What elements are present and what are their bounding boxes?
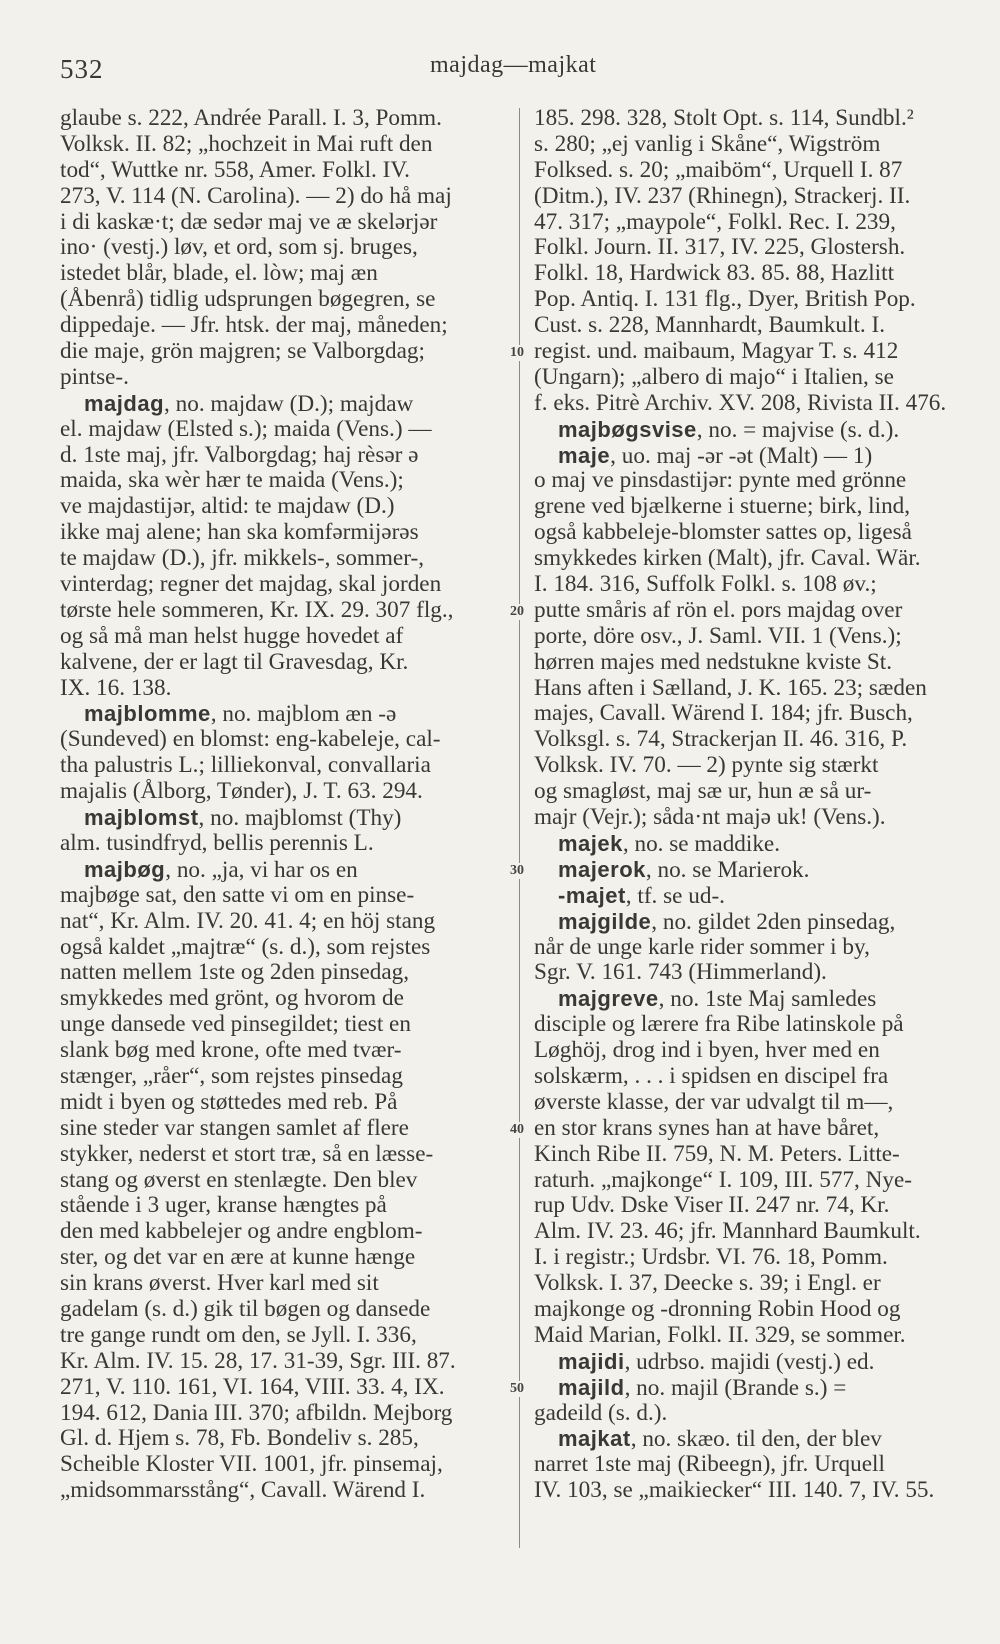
text-line: når de unge karle rider sommer i by, (534, 933, 870, 960)
headword: majek (558, 830, 623, 856)
text-line: s. 280; „ej vanlig i Skåne“, Wigström (534, 130, 881, 157)
right-column (534, 106, 974, 1504)
text-line: el. majdaw (Elsted s.); maida (Vens.) — (60, 415, 432, 442)
text-line: regist. und. maibaum, Magyar T. s. 412 (534, 338, 899, 365)
text-line: hørren majes med nedstukne kviste St. (534, 648, 893, 675)
text-line: pintse-. (60, 363, 129, 390)
text-line: majr (Vejr.); såda·nt majə uk! (Vens.). (534, 804, 886, 831)
text-line: 185. 298. 328, Stolt Opt. s. 114, Sundbl.² (534, 105, 914, 131)
text-line: natten mellem 1ste og 2den pinsedag, (60, 959, 410, 986)
text-line: ve majdastijər, altid: te majdaw (D.) (60, 493, 395, 520)
text-line: Volksk. II. 82; „hochzeit in Mai ruft den (60, 130, 433, 157)
text-line: dippedaje. — Jfr. htsk. der maj, måneden; (60, 312, 448, 339)
text-line: majalis (Ålborg, Tønder), J. T. 63. 294. (60, 778, 423, 805)
headword: maje (558, 442, 611, 468)
text-line: ino· (vestj.) løv, et ord, som sj. bruges, (60, 234, 418, 261)
headword: majkat (558, 1426, 631, 1452)
text-line: Maid Marian, Folkl. II. 329, se sommer. (534, 1321, 906, 1348)
headword: majgilde (558, 908, 652, 934)
text-line: glaube s. 222, Andrée Parall. I. 3, Pomm. (60, 105, 442, 131)
text-line: også kabbeleje-blomster sattes op, ligeså (534, 519, 912, 546)
text-line: Cust. s. 228, Mannhardt, Baumkult. I. (534, 312, 886, 339)
text-line (534, 443, 974, 469)
text-line: stænger, „råer“, som rejstes pinsedag (60, 1062, 403, 1089)
headword: majild (558, 1374, 625, 1400)
text-line: grene ved bjælkerne i stuerne; birk, lind, (534, 493, 911, 520)
text-line: die maje, grön majgren; se Valborgdag; (60, 338, 425, 365)
text-line: alm. tusindfryd, bellis perennis L. (60, 829, 374, 856)
text-line: majes, Cavall. Wärend I. 184; jfr. Busch, (534, 700, 913, 727)
text-line: o maj ve pinsdastijər: pynte med grönne (534, 467, 907, 494)
headword: -majet (558, 882, 626, 908)
text-line: gadelam (s. d.) gik til bøgen og dansede (60, 1295, 431, 1322)
entry-text: , udrbso. majidi (vestj.) ed. (624, 1348, 875, 1375)
text-line: Scheible Kloster VII. 1001, jfr. pinsemaj, (60, 1451, 443, 1478)
text-line: den med kabbelejer og andre engblom- (60, 1218, 423, 1245)
line-number: 20 (510, 604, 524, 620)
text-line: Hans aften i Sælland, J. K. 165. 23; sæden (534, 674, 927, 701)
headword: majgreve (558, 986, 659, 1012)
text-line: og så må man helst hugge hovedet af (60, 622, 404, 649)
text-line: Kinch Ribe II. 759, N. M. Peters. Litte- (534, 1140, 900, 1167)
text-line: te majdaw (D.), jfr. mikkels-, sommer-, (60, 545, 425, 572)
text-line: IV. 103, se „maikiecker“ III. 140. 7, IV. 55. (534, 1477, 935, 1504)
line-number: 10 (510, 345, 524, 361)
text-line: majbøge sat, den satte vi om en pinse- (60, 881, 415, 908)
text-line: 271, V. 110. 161, VI. 164, VIII. 33. 4, IX. (60, 1373, 445, 1400)
entry-text: , no. gildet 2den pinsedag, (651, 908, 896, 935)
text-line: Folkl. 18, Hardwick 83. 85. 88, Hazlitt (534, 260, 895, 287)
text-line (534, 1375, 974, 1401)
text-line (534, 831, 974, 857)
text-line: stykker, nederst et stort træ, så en læsse- (60, 1140, 434, 1167)
text-line: Folksed. s. 20; „maiböm“, Urquell I. 87 (534, 156, 903, 183)
text-line: ikke maj alene; han ska komfərmijərəs (60, 519, 419, 546)
text-line: Volksk. IV. 70. — 2) pynte sig stærkt (534, 752, 879, 779)
text-line (534, 909, 974, 935)
left-column (60, 106, 506, 1504)
entry-text: , no. majdaw (D.); majdaw (164, 390, 414, 417)
text-line: vinterdag; regner det majdag, skal jorden (60, 571, 442, 598)
text-line: også kaldet „majtræ“ (s. d.), som rejstes (60, 933, 431, 960)
text-line: midt i byen og støttedes med reb. På (60, 1088, 398, 1115)
text-line: Alm. IV. 23. 46; jfr. Mannhard Baumkult. (534, 1218, 921, 1245)
entry-text: , no. = majvise (s. d.). (696, 416, 900, 443)
text-line: 194. 612, Dania III. 370; afbildn. Mejborg (60, 1399, 453, 1426)
headword: majerok (558, 856, 646, 882)
text-line (534, 1349, 974, 1375)
text-line: Sgr. V. 161. 743 (Himmerland). (534, 959, 827, 986)
text-line: (Sundeved) en blomst: eng-kabeleje, cal- (60, 726, 441, 753)
text-line: disciple og lærere fra Ribe latinskole på (534, 1011, 904, 1038)
text-line: slank bøg med krone, ofte med tvær- (60, 1037, 402, 1064)
text-line: istedet blår, blade, el. lòw; maj æn (60, 260, 378, 287)
text-line (534, 883, 974, 909)
text-line: tre gange rundt om den, se Jyll. I. 336, (60, 1321, 417, 1348)
entry-text: , no. majblom æn -ə (210, 701, 397, 728)
text-line: d. 1ste maj, jfr. Valborgdag; haj rèsər ə (60, 441, 419, 468)
entry-text: , no. se Marierok. (645, 856, 810, 883)
text-line: øverste klasse, der var udvalgt til m—, (534, 1088, 894, 1115)
line-number: 50 (510, 1381, 524, 1397)
text-line: Volksk. I. 37, Deecke s. 39; i Engl. er (534, 1270, 881, 1297)
entry-text: , tf. se ud-. (625, 882, 725, 909)
text-line (534, 986, 974, 1012)
text-line: putte småris af rön el. pors majdag over (534, 596, 903, 623)
headword: majdag (84, 390, 165, 416)
headword: majbøg (84, 856, 166, 882)
text-line: unge dansede ved pinsegildet; tiest en (60, 1011, 411, 1038)
text-line: smykkedes kirken (Malt), jfr. Caval. Wär. (534, 545, 921, 572)
text-line: Folkl. Journ. II. 317, IV. 225, Glostersh. (534, 234, 906, 261)
entry-text: , no. „ja, vi har os en (165, 856, 358, 883)
text-line: (Ungarn); „albero di majo“ i Italien, se (534, 363, 894, 390)
text-line (60, 701, 506, 727)
text-line: Kr. Alm. IV. 15. 28, 17. 31-39, Sgr. III. 87. (60, 1347, 456, 1374)
text-line: I. 184. 316, Suffolk Folkl. s. 108 øv.; (534, 571, 877, 598)
text-line: smykkedes med grönt, og hvorom de (60, 985, 404, 1012)
text-line: porte, döre osv., J. Saml. VII. 1 (Vens.); (534, 622, 902, 649)
headword: majbøgsvise (558, 416, 697, 442)
text-line: rup Udv. Dske Viser II. 247 nr. 74, Kr. (534, 1192, 890, 1219)
text-line: tod“, Wuttke nr. 558, Amer. Folkl. IV. (60, 156, 410, 183)
text-line: gadeild (s. d.). (534, 1399, 668, 1426)
text-line: Gl. d. Hjem s. 78, Fb. Bondeliv s. 285, (60, 1425, 419, 1452)
text-line: Volksgl. s. 74, Strackerjan II. 46. 316, P. (534, 726, 908, 753)
text-line: ster, og det var en ære at kunne hænge (60, 1244, 416, 1271)
text-line: en stor krans synes han at have båret, (534, 1114, 880, 1141)
headword: majblomme (84, 701, 211, 727)
headword: majblomst (84, 805, 199, 831)
text-line: tha palustris L.; lilliekonval, convallaria (60, 752, 431, 779)
text-line: kalvene, der er lagt til Gravesdag, Kr. (60, 648, 409, 675)
text-line: raturh. „majkonge“ I. 109, III. 577, Nye- (534, 1166, 912, 1193)
text-line: i di kaskæ·t; dæ sedər maj ve æ skelərjər (60, 208, 438, 235)
text-line: solskærm, . . . i spidsen en discipel fra (534, 1062, 889, 1089)
text-line (60, 391, 506, 417)
text-line (60, 857, 506, 883)
text-line: 273, V. 114 (N. Carolina). — 2) do hå maj (60, 182, 452, 209)
page-number: 532 (60, 54, 104, 84)
entry-text: , no. majblomst (Thy) (198, 805, 402, 832)
text-line: sin krans øverst. Hver karl med sit (60, 1270, 379, 1297)
text-line (534, 417, 974, 443)
text-line: „midsommarsstång“, Cavall. Wärend I. (60, 1477, 426, 1504)
entry-text: , uo. maj -ər -ət (Malt) — 1) (610, 442, 873, 469)
text-line: Løghöj, drog ind i byen, hver med en (534, 1037, 880, 1064)
text-line (60, 805, 506, 831)
text-line: stang og øverst en stenlægte. Den blev (60, 1166, 418, 1193)
entry-text: , no. majil (Brande s.) = (624, 1374, 847, 1401)
line-number: 30 (510, 863, 524, 879)
text-line: narret 1ste maj (Ribeegn), jfr. Urquell (534, 1451, 885, 1478)
text-line (534, 1426, 974, 1452)
text-line: IX. 16. 138. (60, 674, 172, 701)
text-line (534, 857, 974, 883)
text-line: I. i registr.; Urdsbr. VI. 76. 18, Pomm. (534, 1244, 888, 1271)
running-head: majdag—majkat (430, 52, 597, 78)
text-line: maida, ska wèr hær te maida (Vens.); (60, 467, 404, 494)
column-divider (519, 108, 520, 1548)
text-line: sine steder var stangen samlet af flere (60, 1114, 409, 1141)
text-line: stående i 3 uger, kranse hængtes på (60, 1192, 387, 1219)
text-line: majkonge og -dronning Robin Hood og (534, 1295, 901, 1322)
text-line: 47. 317; „maypole“, Folkl. Rec. I. 239, (534, 208, 896, 235)
text-line: Pop. Antiq. I. 131 flg., Dyer, British Pop. (534, 286, 916, 313)
text-line: og smagløst, maj sæ ur, hun æ så ur- (534, 778, 872, 805)
text-line: nat“, Kr. Alm. IV. 20. 41. 4; en höj stang (60, 907, 436, 934)
page-header (0, 48, 1000, 88)
headword: majidi (558, 1348, 625, 1374)
entry-text: , no. skæo. til den, der blev (630, 1426, 882, 1453)
text-line: f. eks. Pitrè Archiv. XV. 208, Rivista II. 476. (534, 389, 947, 416)
entry-text: , no. se maddike. (622, 830, 781, 857)
text-line: tørste hele sommeren, Kr. IX. 29. 307 flg., (60, 596, 454, 623)
line-number: 40 (510, 1122, 524, 1138)
text-line: (Ditm.), IV. 237 (Rhinegn), Strackerj. II. (534, 182, 911, 209)
text-line: (Åbenrå) tidlig udsprungen bøgegren, se (60, 286, 436, 313)
entry-text: , no. 1ste Maj samledes (658, 986, 877, 1013)
